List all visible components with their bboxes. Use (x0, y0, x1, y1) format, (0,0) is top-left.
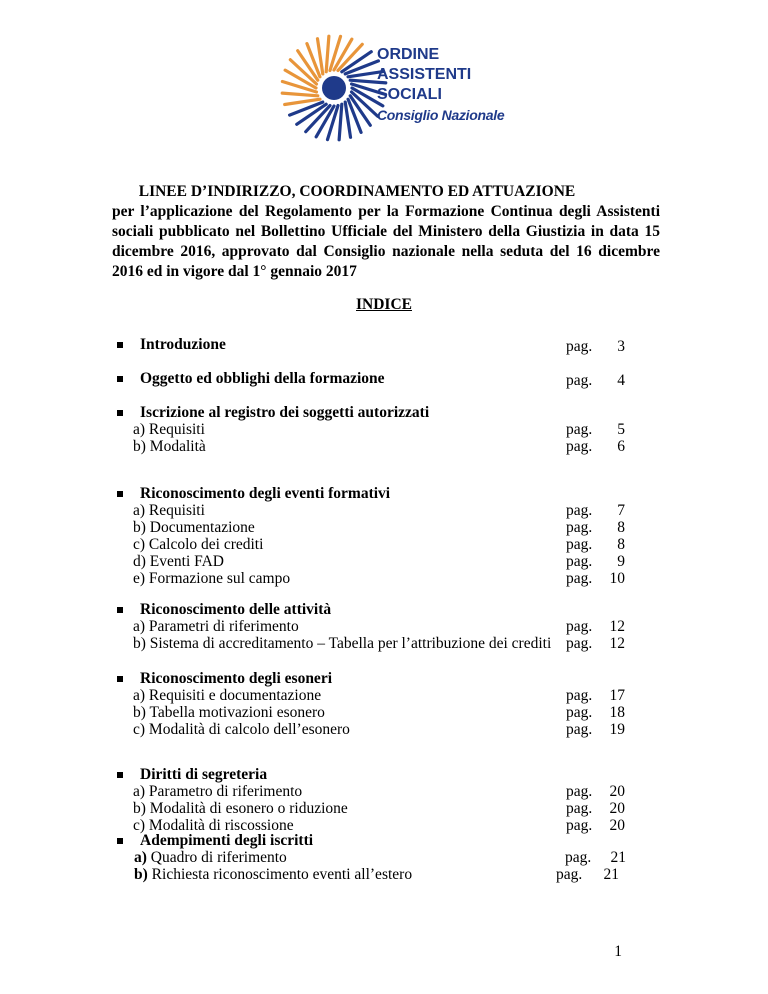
toc-pag-label: pag. (566, 536, 593, 553)
toc-section-title: Riconoscimento degli esoneri (140, 670, 333, 687)
toc-pag-label: pag. (566, 438, 593, 455)
logo-line-sociali: SOCIALI (377, 86, 442, 103)
toc-bullet (117, 838, 123, 844)
logo-line-assistenti: ASSISTENTI (377, 66, 472, 83)
toc-item: b) Sistema di accreditamento – Tabella per l’attribuzione dei crediti (133, 635, 552, 652)
toc-section-title: Riconoscimento delle attività (140, 601, 332, 618)
toc-pag-label: pag. (566, 817, 593, 834)
toc-page-number: 20 (609, 783, 625, 800)
logo-petal (326, 36, 329, 72)
logo-line-consiglio: Consiglio Nazionale (377, 107, 505, 123)
toc-page-number: 21 (603, 866, 619, 883)
toc-pag-label: pag. (566, 783, 593, 800)
toc-item: b) Documentazione (133, 519, 255, 536)
toc-pag-label: pag. (566, 704, 593, 721)
toc-page-number: 19 (609, 721, 625, 738)
toc-item: e) Formazione sul campo (133, 570, 291, 587)
toc-bullet (117, 607, 123, 613)
toc-page-number: 18 (609, 704, 625, 721)
toc-page-number: 8 (617, 536, 625, 553)
toc-page-number: 3 (617, 338, 625, 355)
toc-bullet (117, 342, 123, 348)
toc-page-number: 20 (609, 800, 625, 817)
logo-line-ordine: ORDINE (377, 46, 440, 63)
toc-item: b) Modalità di esonero o riduzione (133, 800, 348, 817)
toc-item: a) Quadro di riferimento (134, 849, 287, 866)
toc-page-number: 10 (609, 570, 625, 587)
toc-pag-label: pag. (566, 618, 593, 635)
toc-item: c) Modalità di riscossione (133, 817, 294, 834)
toc-pag-label: pag. (566, 553, 593, 570)
page-number: 1 (614, 943, 622, 960)
toc-section-title: Introduzione (140, 336, 226, 353)
toc-section-title: Adempimenti degli iscritti (140, 832, 314, 849)
toc-page-number: 17 (609, 687, 625, 704)
toc-section-title: Riconoscimento degli eventi formativi (140, 485, 391, 502)
toc-item: b) Richiesta riconoscimento eventi all’estero (134, 866, 413, 883)
toc-page-number: 9 (617, 553, 625, 570)
toc-page-number: 6 (617, 438, 625, 455)
toc-item: a) Parametri di riferimento (133, 618, 299, 635)
toc-pag-label: pag. (556, 866, 583, 883)
toc-page-number: 12 (609, 635, 625, 652)
toc-item: a) Requisiti (133, 421, 205, 438)
logo-petal (339, 104, 342, 140)
toc-section-title: Iscrizione al registro dei soggetti autorizzati (140, 404, 430, 421)
toc-item: a) Parametro di riferimento (133, 783, 303, 800)
heading-paragraph: per l’applicazione del Regolamento per la Formazione Continua degli Assistenti sociali pubblicato nel Bollettino Ufficiale del Ministero della Giustizia in data 15 dicembre 2016, approvato dal Consiglio nazionale nella seduta del 16 dicembre 2016 ed in vigore dal 1° gennaio 2017 (112, 203, 660, 280)
toc-bullet (117, 676, 123, 682)
toc-item: d) Eventi FAD (133, 553, 224, 570)
toc-section-title: Oggetto ed obblighi della formazione (140, 370, 385, 387)
toc-pag-label: pag. (566, 687, 593, 704)
toc-item: a) Requisiti (133, 502, 205, 519)
toc-pag-label: pag. (566, 502, 593, 519)
toc-page-number: 4 (617, 372, 625, 389)
toc-page-number: 12 (609, 618, 625, 635)
toc-pag-label: pag. (565, 849, 592, 866)
toc-pag-label: pag. (566, 421, 593, 438)
toc-bullet (117, 491, 123, 497)
toc-item: a) Requisiti e documentazione (133, 687, 322, 704)
toc-pag-label: pag. (566, 721, 593, 738)
logo-text (377, 45, 504, 125)
toc-page-number: 21 (610, 849, 626, 866)
toc-item: b) Modalità (133, 438, 206, 455)
toc-page-number: 20 (609, 817, 625, 834)
toc-bullet (117, 772, 123, 778)
toc-pag-label: pag. (566, 635, 593, 652)
document-heading (112, 182, 660, 282)
toc-section-title: Diritti di segreteria (140, 766, 268, 783)
toc-bullet (117, 376, 123, 382)
toc-page-number: 5 (617, 421, 625, 438)
toc-pag-label: pag. (566, 519, 593, 536)
toc-item: c) Calcolo dei crediti (133, 536, 264, 553)
toc-pag-label: pag. (566, 800, 593, 817)
toc-item: c) Modalità di calcolo dell’esonero (133, 721, 350, 738)
toc-pag-label: pag. (566, 570, 593, 587)
toc-pag-label: pag. (566, 338, 593, 355)
heading-title: LINEE D’INDIRIZZO, COORDINAMENTO ED ATTUAZIONE (138, 183, 576, 200)
logo-petal (282, 93, 318, 96)
logo-center (322, 76, 346, 100)
toc-pag-label: pag. (566, 372, 593, 389)
index-title: INDICE (356, 296, 412, 313)
toc-item: b) Tabella motivazioni esonero (133, 704, 325, 721)
toc-page-number: 8 (617, 519, 625, 536)
toc-page-number: 7 (617, 502, 625, 519)
toc-bullet (117, 410, 123, 416)
